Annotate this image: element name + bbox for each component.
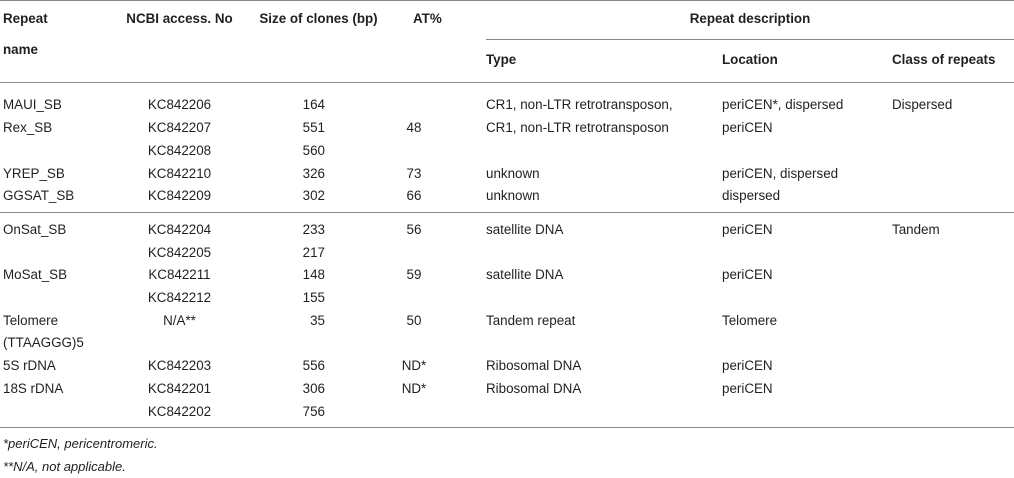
cell-at: 73: [406, 165, 422, 181]
cell-at: 66: [406, 188, 422, 204]
header-row-1: [0, 1, 1014, 40]
header-repeat-description: Repeat description: [486, 1, 1014, 40]
cell-acc: KC842202: [147, 403, 212, 419]
footnote-pericen: *periCEN, pericentromeric.: [3, 436, 158, 452]
table-row: [0, 212, 1014, 241]
cell-name: Telomere: [3, 312, 59, 328]
header-size: Size of clones (bp): [251, 1, 386, 40]
cell-size: [251, 332, 386, 355]
header-location: Location: [722, 51, 778, 67]
cell-size: 756: [302, 403, 325, 419]
cell-location: periCEN, dispersed: [722, 165, 839, 181]
cell-class: [892, 310, 1014, 333]
cell-at: [386, 242, 486, 265]
cell-name: MoSat_SB: [3, 267, 68, 283]
cell-at: 48: [406, 120, 422, 136]
table-row: [0, 83, 1014, 117]
cell-at: [386, 287, 486, 310]
cell-name: [0, 287, 108, 310]
table-row: [0, 264, 1014, 287]
cell-type: Tandem repeat: [486, 312, 576, 328]
cell-at: [386, 83, 486, 117]
cell-size: 164: [251, 83, 386, 117]
cell-size: 155: [302, 290, 325, 306]
cell-acc: N/A**: [163, 312, 196, 328]
cell-acc: KC842212: [147, 290, 212, 306]
cell-at: 56: [386, 212, 486, 241]
cell-size: 148: [302, 267, 325, 283]
cell-name: YREP_SB: [3, 165, 65, 181]
cell-class: Tandem: [892, 212, 1014, 241]
header-class: Class of repeats: [892, 51, 996, 67]
cell-type: satellite DNA: [486, 267, 564, 283]
cell-acc: [108, 332, 251, 355]
cell-at: ND*: [401, 380, 427, 396]
table-row: [0, 117, 1014, 140]
cell-type: CR1, non-LTR retrotransposon: [486, 120, 669, 136]
cell-class: [892, 185, 1014, 212]
cell-type: [486, 401, 722, 428]
cell-location: Telomere: [722, 312, 778, 328]
table-row: [0, 242, 1014, 265]
cell-location: periCEN: [722, 212, 892, 241]
cell-type: CR1, non-LTR retrotransposon,: [486, 83, 722, 117]
cell-acc: KC842201: [147, 380, 212, 396]
cell-class: [892, 140, 1014, 163]
cell-size: 551: [302, 120, 325, 136]
cell-name: 18S rDNA: [3, 380, 64, 396]
header-repeat-name: [0, 1, 108, 40]
cell-at: 50: [406, 312, 422, 328]
cell-acc: KC842203: [147, 358, 212, 374]
cell-name: [0, 242, 108, 265]
table-row: [0, 287, 1014, 310]
header-repeat-name-line2: name: [3, 42, 38, 58]
cell-name: OnSat_SB: [0, 212, 108, 241]
cell-type: [486, 140, 722, 163]
cell-class: [892, 117, 1014, 140]
table-row: [0, 378, 1014, 401]
cell-acc: KC842205: [147, 244, 212, 260]
cell-type: satellite DNA: [486, 212, 722, 241]
cell-location: periCEN*, dispersed: [722, 83, 892, 117]
header-ncbi: NCBI access. No: [108, 1, 251, 40]
cell-type: Ribosomal DNA: [486, 358, 582, 374]
cell-size: 302: [302, 188, 325, 204]
cell-location: periCEN: [722, 380, 773, 396]
cell-location: periCEN: [722, 267, 773, 283]
cell-location: periCEN: [722, 358, 773, 374]
cell-at: [386, 401, 486, 428]
cell-class: [892, 332, 1014, 355]
header-at: AT%: [386, 1, 486, 40]
cell-acc: KC842211: [148, 267, 211, 283]
cell-size: 233: [251, 212, 386, 241]
cell-class: [892, 287, 1014, 310]
table-row: [0, 140, 1014, 163]
cell-location: periCEN: [722, 120, 773, 136]
cell-type: unknown: [486, 165, 540, 181]
table-row: [0, 185, 1014, 212]
cell-class: Dispersed: [892, 83, 1014, 117]
table-row: [0, 355, 1014, 378]
cell-acc: KC842210: [147, 165, 212, 181]
cell-at: [386, 140, 486, 163]
cell-acc: KC842204: [108, 212, 251, 241]
cell-type: [486, 332, 722, 355]
cell-location: [722, 332, 892, 355]
cell-type: unknown: [486, 188, 540, 204]
cell-acc: KC842209: [147, 188, 212, 204]
cell-name: Rex_SB: [3, 120, 53, 136]
cell-location: [722, 287, 892, 310]
cell-acc: KC842208: [147, 142, 212, 158]
cell-at: ND*: [401, 358, 427, 374]
cell-size: 326: [302, 165, 325, 181]
cell-type: [486, 287, 722, 310]
cell-class: [892, 242, 1014, 265]
cell-class: [892, 163, 1014, 186]
cell-location: [722, 140, 892, 163]
cell-class: [892, 355, 1014, 378]
table-row: [0, 401, 1014, 428]
header-repeat-name-line1: Repeat: [3, 11, 48, 26]
header-type: Type: [486, 51, 517, 67]
cell-name: GGSAT_SB: [3, 188, 75, 204]
cell-size: 217: [302, 244, 325, 260]
cell-name: (TTAAGGG)5: [3, 335, 84, 351]
cell-name: 5S rDNA: [3, 358, 56, 374]
cell-name: [0, 140, 108, 163]
cell-size: 306: [302, 380, 325, 396]
cell-at: 59: [406, 267, 422, 283]
cell-class: [892, 401, 1014, 428]
cell-at: [386, 332, 486, 355]
table-row: [0, 332, 1014, 355]
footnotes: [0, 429, 1014, 478]
cell-name: [0, 401, 108, 428]
cell-class: [892, 378, 1014, 401]
cell-location: [722, 401, 892, 428]
cell-size: 560: [302, 142, 325, 158]
cell-acc: KC842206: [108, 83, 251, 117]
cell-type: Ribosomal DNA: [486, 380, 582, 396]
cell-name: MAUI_SB: [0, 83, 108, 117]
cell-class: [892, 264, 1014, 287]
table-row: [0, 163, 1014, 186]
cell-type: [486, 242, 722, 265]
cell-location: [722, 242, 892, 265]
table-row: [0, 310, 1014, 333]
cell-size: 35: [310, 312, 325, 328]
cell-size: 556: [302, 358, 325, 374]
cell-acc: KC842207: [147, 120, 212, 136]
header-row-2: [0, 39, 1014, 83]
cell-location: dispersed: [722, 188, 781, 204]
footnote-na: **N/A, not applicable.: [3, 458, 126, 474]
